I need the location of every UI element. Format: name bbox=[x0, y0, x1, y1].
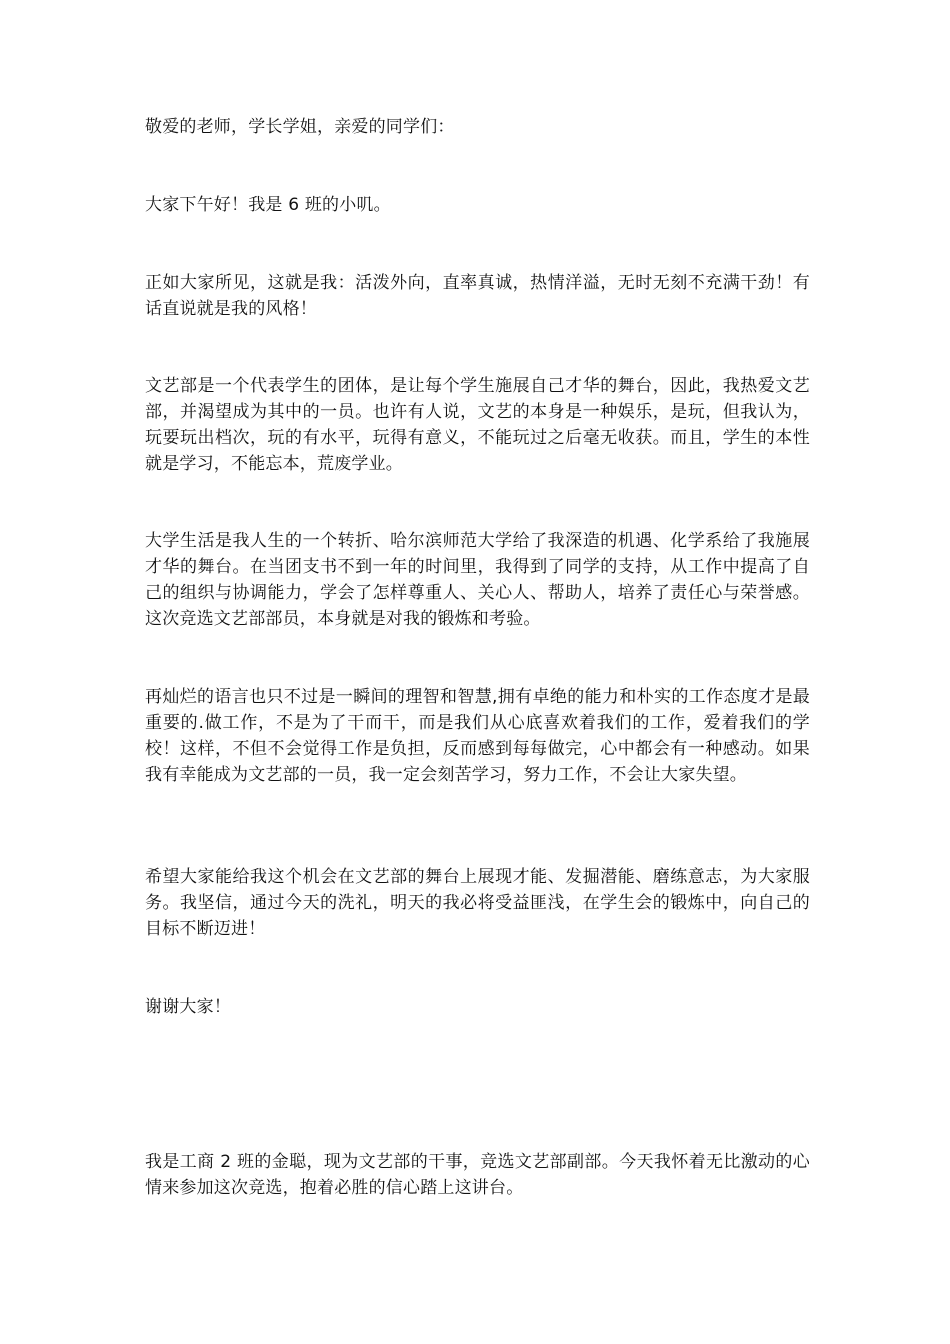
second-speech-paragraph: 我是工商 2 班的金聪，现为文艺部的干事，竞选文艺部副部。今天我怀着无比激动的心情来参加这次竞选，抱着必胜的信心踏上这讲台。 bbox=[145, 1152, 810, 1198]
hope-paragraph: 希望大家能给我这个机会在文艺部的舞台上展现才能、发掘潜能、磨练意志，为大家服务。我坚信，通过今天的洗礼，明天的我必将受益匪浅，在学生会的锻炼中，向自己的目标不断迈进！ bbox=[145, 867, 810, 939]
university-life-paragraph: 大学生活是我人生的一个转折、哈尔滨师范大学给了我深造的机遇、化学系给了我施展才华的舞台。在当团支书不到一年的时间里，我得到了同学的支持，从工作中提高了自己的组织与协调能力，学会了怎样尊重人、关心人、帮助人，培养了责任心与荣誉感。这次竞选文艺部部员，本身就是对我的锻炼和考验。 bbox=[145, 531, 810, 629]
arts-department-paragraph: 文艺部是一个代表学生的团体，是让每个学生施展自己才华的舞台，因此，我热爱文艺部，并渴望成为其中的一员。也许有人说，文艺的本身是一种娱乐，是玩，但我认为，玩要玩出档次，玩的有水平，玩得有意义，不能玩过之后毫无收获。而且，学生的本性就是学习，不能忘本，荒废学业。 bbox=[145, 376, 810, 474]
greeting-paragraph: 敬爱的老师，学长学姐，亲爱的同学们： bbox=[145, 117, 455, 137]
self-description-paragraph: 正如大家所见，这就是我：活泼外向，直率真诚，热情洋溢，无时无刻不充满干劲！有话直说就是我的风格！ bbox=[145, 273, 810, 319]
introduction-paragraph: 大家下午好！我是 6 班的小叽。 bbox=[145, 195, 391, 215]
thanks-paragraph: 谢谢大家！ bbox=[145, 997, 231, 1017]
work-attitude-paragraph: 再灿烂的语言也只不过是一瞬间的理智和智慧,拥有卓绝的能力和朴实的工作态度才是最重要的.做工作，不是为了干而干，而是我们从心底喜欢着我们的工作，爱着我们的学校！这样，不但不会觉得工作是负担，反而感到每每做完，心中都会有一种感动。如果我有幸能成为文艺部的一员，我一定会刻苦学习，努力工作，不会让大家失望。 bbox=[145, 687, 810, 785]
